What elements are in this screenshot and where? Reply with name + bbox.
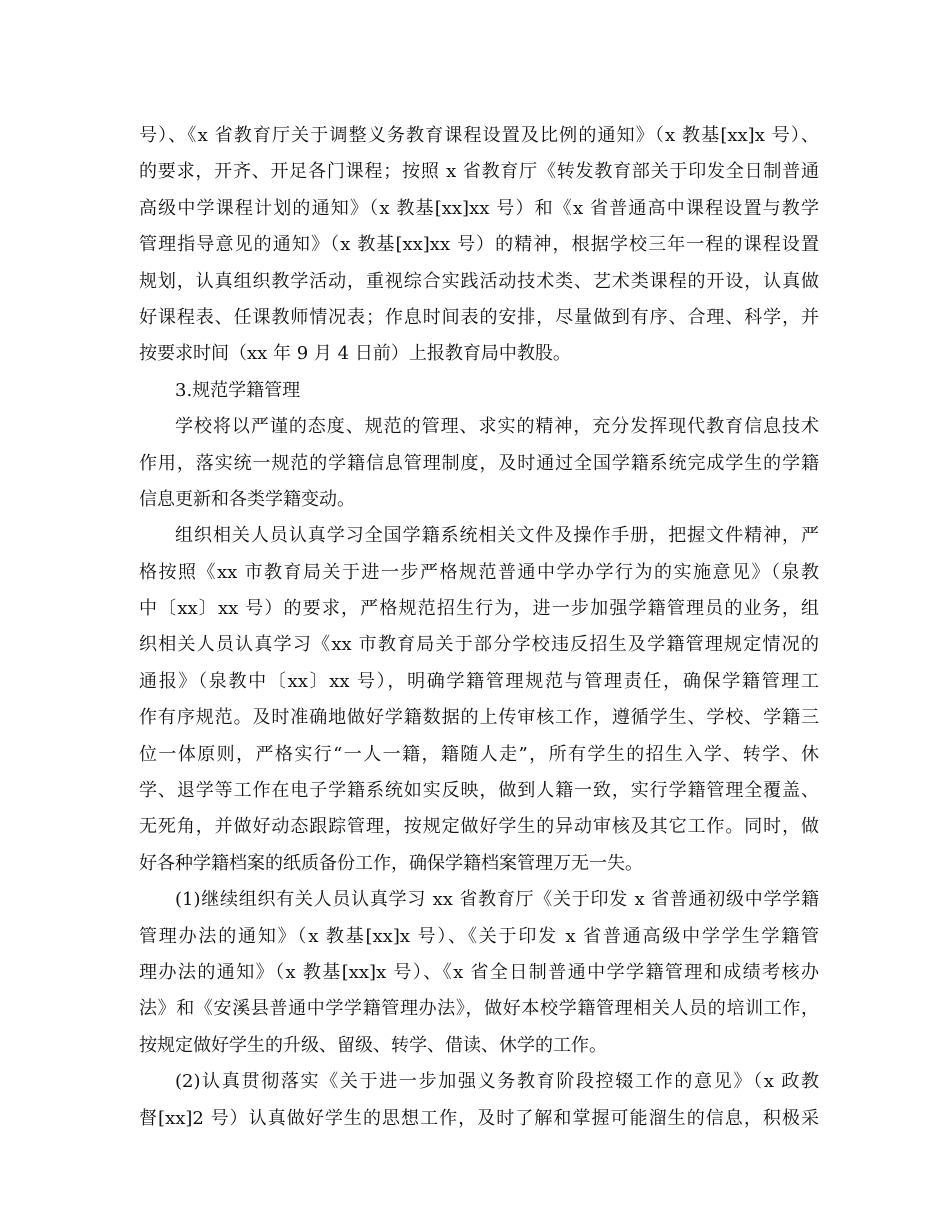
document-body [139,118,819,1137]
paragraph-line: 按要求时间（xx 年 9 月 4 日前）上报教育局中教股。 [139,343,571,365]
paragraph-line: 按规定做好学生的升级、留级、转学、借读、休学的工作。 [139,1034,607,1056]
paragraph-line: 无死角，并做好动态跟踪管理，按规定做好学生的异动审核及其它工作。同时，做 [139,816,819,838]
paragraph-line: 号）、《x 省教育厅关于调整义务教育课程设置及比例的通知》（x 教基[xx]x 号）、 [139,125,819,146]
paragraph-line: (1)继续组织有关人员认真学习 xx 省教育厅《关于印发 x 省普通初级中学学籍 [175,889,819,911]
paragraph-line: 理办法的通知》（x 教基[xx]x 号）、《x 省全日制普通中学学籍管理和成绩考核办 [139,961,819,983]
paragraph-line: 督[xx]2 号）认真做好学生的思想工作，及时了解和掌握可能溜生的信息，积极采 [139,1107,819,1129]
paragraph-line: 好课程表、任课教师情况表；作息时间表的安排，尽量做到有序、合理、科学，并 [139,306,819,328]
paragraph-line: 中〔xx〕xx 号）的要求，严格规范招生行为，进一步加强学籍管理员的业务，组 [139,598,819,620]
paragraph-line: 法》和《安溪县普通中学学籍管理办法》，做好本校学籍管理相关人员的培训工作， [139,998,819,1020]
paragraph-line: 管理指导意见的通知》（x 教基[xx]xx 号）的精神，根据学校三年一程的课程设置 [139,234,819,256]
paragraph-line: 好各种学籍档案的纸质备份工作，确保学籍档案管理万无一失。 [139,852,643,874]
paragraph-line: 位一体原则，严格实行“一人一籍，籍随人走”，所有学生的招生入学、转学、休 [139,743,819,765]
paragraph-line: 作用，落实统一规范的学籍信息管理制度，及时通过全国学籍系统完成学生的学籍 [139,452,819,474]
paragraph-line: 织相关人员认真学习《xx 市教育局关于部分学校违反招生及学籍管理规定情况的 [139,634,819,656]
paragraph-line: 格按照《xx 市教育局关于进一步严格规范普通中学办学行为的实施意见》（泉教 [139,561,819,583]
paragraph-line: 学校将以严谨的态度、规范的管理、求实的精神，充分发挥现代教育信息技术 [175,416,819,438]
paragraph-line: 高级中学课程计划的通知》（x 教基[xx]xx 号）和《x 省普通高中课程设置与教学 [139,197,819,219]
paragraph-line: 的要求，开齐、开足各门课程；按照 x 省教育厅《转发教育部关于印发全日制普通 [139,161,819,183]
paragraph-line: 通报》（泉教中〔xx〕xx 号），明确学籍管理规范与管理责任，确保学籍管理工 [139,670,819,692]
paragraph-line: (2)认真贯彻落实《关于进一步加强义务教育阶段控辍工作的意见》（x 政教 [175,1071,819,1093]
paragraph-line: 信息更新和各类学籍变动。 [139,488,355,510]
paragraph-line: 管理办法的通知》（x 教基[xx]x 号）、《关于印发 x 省普通高级中学学生学籍管 [139,925,819,947]
paragraph-line: 作有序规范。及时准确地做好学籍数据的上传审核工作，遵循学生、学校、学籍三 [139,707,819,729]
paragraph-line: 组织相关人员认真学习全国学籍系统相关文件及操作手册，把握文件精神，严 [175,525,819,547]
paragraph-line: 学、退学等工作在电子学籍系统如实反映，做到人籍一致，实行学籍管理全覆盖、 [139,780,819,802]
section-heading: 3.规范学籍管理 [175,379,301,401]
paragraph-line: 规划，认真组织教学活动，重视综合实践活动技术类、艺术类课程的开设，认真做 [139,270,819,292]
